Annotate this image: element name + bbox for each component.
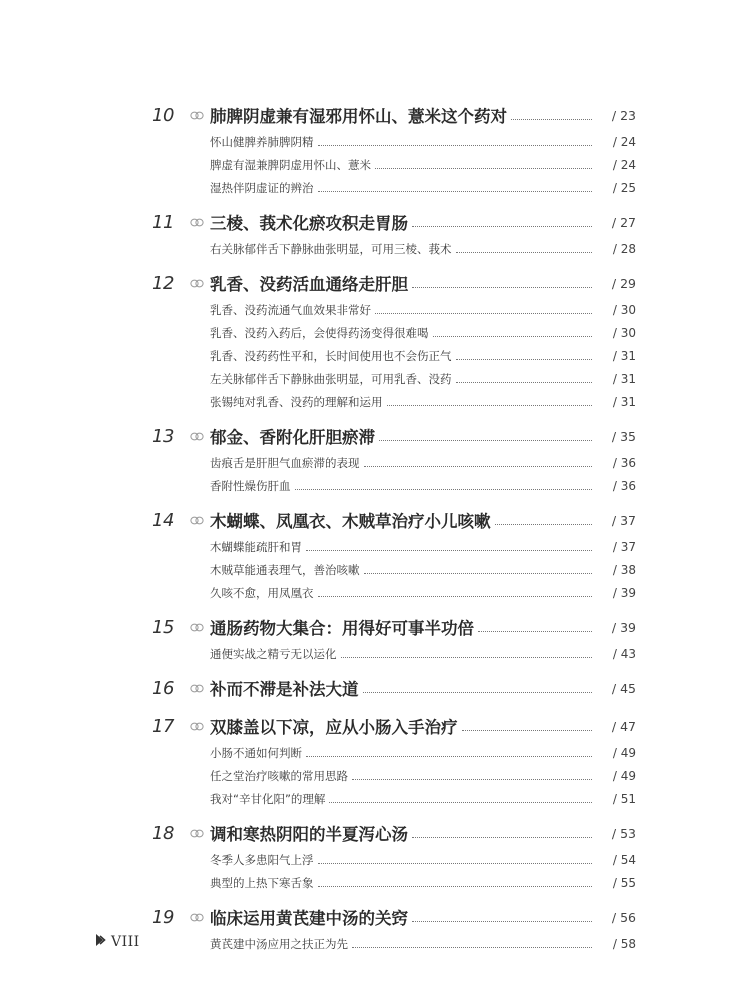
toc-subsection-entry[interactable] bbox=[210, 764, 636, 787]
dot-leader bbox=[412, 226, 592, 227]
toc-subsection-entry[interactable] bbox=[210, 344, 636, 367]
subsection-title: 典型的上热下寒舌象 bbox=[210, 875, 314, 890]
subsection-page: / 49 bbox=[612, 768, 636, 783]
chapter-number: 11 bbox=[152, 211, 174, 233]
toc-chapter-entry[interactable] bbox=[152, 505, 636, 535]
chapter-page: / 47 bbox=[611, 718, 636, 734]
subsection-title: 湿热伴阴虚证的辨治 bbox=[210, 180, 314, 195]
chapter-ornament-icon bbox=[184, 516, 210, 525]
subsection-title: 任之堂治疗咳嗽的常用思路 bbox=[210, 768, 348, 783]
subsection-title: 右关脉郁伴舌下静脉曲张明显，可用三棱、莪术 bbox=[210, 241, 452, 256]
subsection-page: / 31 bbox=[612, 348, 636, 363]
dot-leader bbox=[433, 336, 593, 337]
toc-subsection-entry[interactable] bbox=[210, 474, 636, 497]
subsection-title: 我对“辛甘化阳”的理解 bbox=[210, 791, 326, 806]
subsection-title: 通便实战之精亏无以运化 bbox=[210, 646, 337, 661]
subsection-title: 张锡纯对乳香、没药的理解和运用 bbox=[210, 394, 383, 409]
dot-leader bbox=[456, 252, 593, 253]
toc-subsection-entry[interactable] bbox=[210, 130, 636, 153]
chapter-title: 补而不滞是补法大道 bbox=[210, 680, 359, 699]
toc-chapter-entry[interactable] bbox=[152, 612, 636, 642]
toc-chapter-entry[interactable] bbox=[152, 711, 636, 741]
subsection-page: / 39 bbox=[612, 585, 636, 600]
subsection-page: / 28 bbox=[612, 241, 636, 256]
toc-chapter-entry[interactable] bbox=[152, 100, 636, 130]
chapter-title: 三棱、莪术化瘀攻积走胃肠 bbox=[210, 214, 408, 233]
toc-chapter-entry[interactable] bbox=[152, 818, 636, 848]
subsection-page: / 36 bbox=[612, 478, 636, 493]
chapter-title: 肺脾阴虚兼有湿邪用怀山、薏米这个药对 bbox=[210, 107, 507, 126]
dot-leader bbox=[363, 692, 593, 693]
toc-chapter bbox=[152, 818, 636, 894]
toc-subsection-entry[interactable] bbox=[210, 535, 636, 558]
dot-leader bbox=[329, 802, 592, 803]
chapter-page: / 45 bbox=[611, 680, 636, 696]
subsection-page: / 43 bbox=[612, 646, 636, 661]
dot-leader bbox=[412, 287, 592, 288]
dot-leader bbox=[456, 382, 593, 383]
chapter-title: 通肠药物大集合：用得好可事半功倍 bbox=[210, 619, 474, 638]
subsection-title: 小肠不通如何判断 bbox=[210, 745, 302, 760]
chapter-number: 10 bbox=[152, 104, 174, 126]
dot-leader bbox=[352, 947, 592, 948]
toc-chapter-entry[interactable] bbox=[152, 902, 636, 932]
toc-chapter-entry[interactable] bbox=[152, 268, 636, 298]
chapter-ornament-icon bbox=[184, 279, 210, 288]
toc-subsection-entry[interactable] bbox=[210, 390, 636, 413]
chapter-title: 郁金、香附化肝胆瘀滞 bbox=[210, 428, 375, 447]
toc-chapter bbox=[152, 902, 636, 955]
toc-subsection-entry[interactable] bbox=[210, 848, 636, 871]
toc-subsection-entry[interactable] bbox=[210, 932, 636, 955]
toc-chapter bbox=[152, 421, 636, 497]
subsection-page: / 24 bbox=[612, 157, 636, 172]
dot-leader bbox=[462, 730, 593, 731]
subsection-page: / 55 bbox=[612, 875, 636, 890]
subsection-title: 脾虚有湿兼脾阴虚用怀山、薏米 bbox=[210, 157, 371, 172]
subsection-title: 木蝴蝶能疏肝和胃 bbox=[210, 539, 302, 554]
toc-subsection-entry[interactable] bbox=[210, 741, 636, 764]
chapter-page: / 56 bbox=[611, 909, 636, 925]
toc-chapter bbox=[152, 673, 636, 703]
toc-chapter-entry[interactable] bbox=[152, 673, 636, 703]
dot-leader bbox=[364, 573, 593, 574]
dot-leader bbox=[387, 405, 593, 406]
dot-leader bbox=[341, 657, 593, 658]
dot-leader bbox=[412, 921, 592, 922]
dot-leader bbox=[318, 886, 593, 887]
subsection-title: 乳香、没药药性平和，长时间使用也不会伤正气 bbox=[210, 348, 452, 363]
subsection-page: / 51 bbox=[612, 791, 636, 806]
chapter-ornament-icon bbox=[184, 111, 210, 120]
toc-chapter bbox=[152, 100, 636, 199]
chapter-page: / 35 bbox=[611, 428, 636, 444]
dot-leader bbox=[318, 596, 593, 597]
chapter-number: 15 bbox=[152, 616, 174, 638]
subsection-page: / 38 bbox=[612, 562, 636, 577]
subsection-page: / 49 bbox=[612, 745, 636, 760]
chapter-number: 17 bbox=[152, 715, 174, 737]
dot-leader bbox=[295, 489, 593, 490]
chapter-page: / 27 bbox=[611, 214, 636, 230]
subsection-title: 久咳不愈，用凤凰衣 bbox=[210, 585, 314, 600]
toc-chapter bbox=[152, 612, 636, 665]
chapter-number: 19 bbox=[152, 906, 174, 928]
chapter-number: 14 bbox=[152, 509, 174, 531]
dot-leader bbox=[379, 440, 592, 441]
chapter-title: 临床运用黄芪建中汤的关窍 bbox=[210, 909, 408, 928]
toc-subsection-entry[interactable] bbox=[210, 787, 636, 810]
subsection-title: 冬季人多患阳气上浮 bbox=[210, 852, 314, 867]
dot-leader bbox=[364, 466, 593, 467]
toc-subsection-entry[interactable] bbox=[210, 871, 636, 894]
dot-leader bbox=[412, 837, 592, 838]
dot-leader bbox=[375, 168, 592, 169]
chapter-ornament-icon bbox=[184, 829, 210, 838]
dot-leader bbox=[306, 550, 592, 551]
dot-leader bbox=[318, 191, 593, 192]
chapter-ornament-icon bbox=[184, 913, 210, 922]
chapter-ornament-icon bbox=[184, 623, 210, 632]
chapter-number: 18 bbox=[152, 822, 174, 844]
toc-subsection-entry[interactable] bbox=[210, 642, 636, 665]
subsection-title: 香附性燥伤肝血 bbox=[210, 478, 291, 493]
subsection-title: 左关脉郁伴舌下静脉曲张明显，可用乳香、没药 bbox=[210, 371, 452, 386]
chapter-page: / 23 bbox=[611, 107, 636, 123]
toc-subsection-entry[interactable] bbox=[210, 451, 636, 474]
toc-chapter-entry[interactable] bbox=[152, 421, 636, 451]
subsection-page: / 36 bbox=[612, 455, 636, 470]
toc-chapter bbox=[152, 711, 636, 810]
toc-subsection-entry[interactable] bbox=[210, 581, 636, 604]
page-number: VIII bbox=[111, 933, 140, 950]
subsection-title: 齿痕舌是肝胆气血瘀滞的表现 bbox=[210, 455, 360, 470]
toc-chapter bbox=[152, 268, 636, 413]
subsection-page: / 58 bbox=[612, 936, 636, 951]
toc-chapter bbox=[152, 505, 636, 604]
dot-leader bbox=[511, 119, 592, 120]
dot-leader bbox=[318, 863, 593, 864]
chapter-number: 13 bbox=[152, 425, 174, 447]
toc-chapter-entry[interactable] bbox=[152, 207, 636, 237]
chapter-page: / 53 bbox=[611, 825, 636, 841]
arrow-icon bbox=[94, 932, 108, 951]
subsection-page: / 25 bbox=[612, 180, 636, 195]
chapter-title: 调和寒热阴阳的半夏泻心汤 bbox=[210, 825, 408, 844]
subsection-page: / 31 bbox=[612, 394, 636, 409]
chapter-page: / 39 bbox=[611, 619, 636, 635]
chapter-page: / 29 bbox=[611, 275, 636, 291]
table-of-contents bbox=[152, 100, 636, 963]
toc-subsection-entry[interactable] bbox=[210, 298, 636, 321]
subsection-page: / 31 bbox=[612, 371, 636, 386]
subsection-page: / 37 bbox=[612, 539, 636, 554]
page-footer bbox=[94, 932, 140, 951]
dot-leader bbox=[306, 756, 592, 757]
chapter-ornament-icon bbox=[184, 722, 210, 731]
dot-leader bbox=[352, 779, 592, 780]
chapter-ornament-icon bbox=[184, 218, 210, 227]
chapter-ornament-icon bbox=[184, 684, 210, 693]
subsection-page: / 54 bbox=[612, 852, 636, 867]
subsection-title: 乳香、没药流通气血效果非常好 bbox=[210, 302, 371, 317]
chapter-title: 乳香、没药活血通络走肝胆 bbox=[210, 275, 408, 294]
toc-chapter bbox=[152, 207, 636, 260]
chapter-ornament-icon bbox=[184, 432, 210, 441]
toc-subsection-entry[interactable] bbox=[210, 176, 636, 199]
toc-subsection-entry[interactable] bbox=[210, 367, 636, 390]
toc-subsection-entry[interactable] bbox=[210, 558, 636, 581]
dot-leader bbox=[495, 524, 593, 525]
subsection-page: / 30 bbox=[612, 325, 636, 340]
dot-leader bbox=[456, 359, 593, 360]
dot-leader bbox=[478, 631, 592, 632]
subsection-title: 木贼草能通表理气，善治咳嗽 bbox=[210, 562, 360, 577]
subsection-title: 怀山健脾养肺脾阴精 bbox=[210, 134, 314, 149]
subsection-page: / 30 bbox=[612, 302, 636, 317]
chapter-title: 木蝴蝶、凤凰衣、木贼草治疗小儿咳嗽 bbox=[210, 512, 491, 531]
subsection-title: 乳香、没药入药后，会使得药汤变得很难喝 bbox=[210, 325, 429, 340]
toc-subsection-entry[interactable] bbox=[210, 321, 636, 344]
chapter-number: 16 bbox=[152, 677, 174, 699]
chapter-page: / 37 bbox=[611, 512, 636, 528]
toc-subsection-entry[interactable] bbox=[210, 153, 636, 176]
toc-subsection-entry[interactable] bbox=[210, 237, 636, 260]
dot-leader bbox=[375, 313, 592, 314]
subsection-page: / 24 bbox=[612, 134, 636, 149]
dot-leader bbox=[318, 145, 593, 146]
chapter-number: 12 bbox=[152, 272, 174, 294]
chapter-title: 双膝盖以下凉，应从小肠入手治疗 bbox=[210, 718, 458, 737]
subsection-title: 黄芪建中汤应用之扶正为先 bbox=[210, 936, 348, 951]
